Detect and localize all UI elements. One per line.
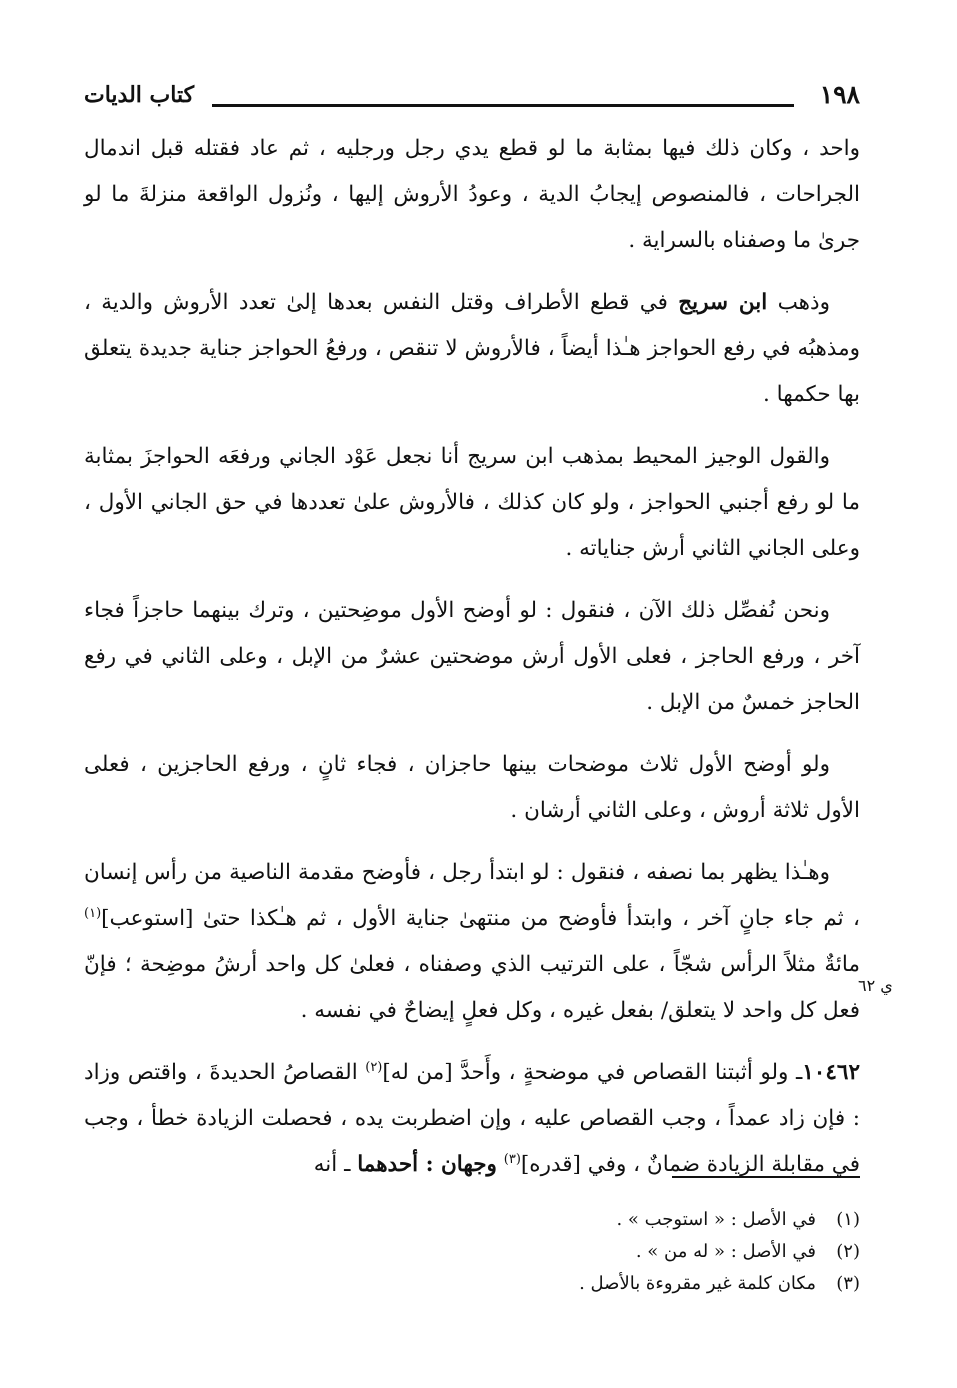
footnote <box>84 1204 860 1236</box>
footnote-ref: (٣) <box>503 1151 521 1167</box>
issue-number: ١٠٤٦٢ <box>802 1060 860 1085</box>
margin-reference: ي ٦٢ <box>858 976 893 995</box>
bold-text: ابن سريج <box>678 290 768 315</box>
footnote-text: في الأصل : « له من » . <box>635 1241 816 1262</box>
bold-text: وجهان : أحدهما <box>357 1152 497 1177</box>
footnote-rule <box>672 1176 860 1178</box>
text-run: في قطع الأطراف وقتل النفس بعدها إلىٰ تعدد الأروش والدية ، ومذهبُه في رفع الحواجز هـٰذا أيضاً ، فالأروش لا تنقص ، ورفعُ الحواجز جناية جديدة يتعلق بها حكمها . <box>84 290 860 407</box>
paragraph <box>84 434 860 572</box>
footnote-mark: (١) <box>836 1209 860 1230</box>
footnote <box>84 1236 860 1268</box>
text-run: ولو أوضح الأول ثلاث موضحات بينها حاجزان ، فجاء ثانٍ ، ورفع الحاجزين ، فعلى الأول ثلاثة أروش ، وعلى الثاني أرشان . <box>84 752 860 823</box>
text-run: وذهب <box>767 290 830 315</box>
paragraph <box>84 126 860 264</box>
page-header <box>84 78 860 118</box>
text-run: والقول الوجيز المحيط بمذهب ابن سريج أنا نجعل عَوْد الجاني ورفعَه الحواجزَ بمثابة ما لو رفع أجنبي الحواجز ، ولو كان كذلك ، فالأروش علىٰ تعددها في حق الجاني الأول ، وعلى الجاني الثاني أرش جناياته . <box>84 444 860 561</box>
paragraph <box>84 588 860 726</box>
footnote-ref: (٢) <box>365 1059 383 1075</box>
footnote-text: مكان كلمة غير مقروءة بالأصل . <box>579 1273 816 1294</box>
header-rule <box>212 104 794 107</box>
paragraph <box>84 742 860 834</box>
paragraph <box>84 1050 860 1188</box>
footnote-mark: (٢) <box>836 1241 860 1262</box>
main-text <box>84 126 860 1204</box>
text-run: واحد ، وكان ذلك فيها بمثابة ما لو قطع يدي رجل ورجليه ، ثم عاد فقتله قبل اندمال الجراحات ، فالمنصوص إيجابُ الدية ، وعودُ الأروش إليها ، ونُزول الواقعة منزلةَ ما لو جرىٰ ما وصفناه بالسراية . <box>84 136 860 253</box>
footnote-mark: (٣) <box>836 1273 860 1294</box>
text-run: القصاصُ الحديدةَ ، واقتص وزاد : فإن زاد عمداً ، وجب القصاص عليه ، وإن اضطربت يده ، فحصلت الزيادة خطأ ، وجب في مقابلة الزيادة ضمانٌ ، وفي [قدره] <box>84 1060 860 1177</box>
text-run: وهـٰذا يظهر بما نصفه ، فنقول : لو ابتدأ رجل ، فأوضح مقدمة الناصية من رأس إنسان ، ثم جاء جانٍ آخر ، وابتدأ فأوضح من منتهىٰ جناية الأول ، ثم هـٰكذا حتىٰ [استوعب] <box>84 860 860 931</box>
footnotes <box>84 1204 860 1300</box>
page-number: ١٩٨ <box>819 80 860 109</box>
text-run: ونحن نُفصِّل ذلك الآن ، فنقول : لو أوضح الأول موضِحتين ، وترك بينهما حاجزاً فجاء آخر ، ورفع الحاجز ، فعلى الأول أرش موضحتين عشرٌ من الإبل ، وعلى الثاني في رفع الحاجز خمسٌ من الإبل . <box>84 598 860 715</box>
footnote-ref: (١) <box>84 905 102 921</box>
text-run: ـ ولو أثبتنا القصاص في موضحةٍ ، وأَحدَّ [من له] <box>382 1060 803 1085</box>
text-run <box>497 1152 504 1177</box>
running-title: كتاب الديات <box>84 82 195 108</box>
footnote <box>84 1268 860 1300</box>
paragraph <box>84 850 860 1034</box>
text-run: ـ أنه <box>313 1152 358 1177</box>
paragraph <box>84 280 860 418</box>
text-run: مائةٌ مثلاً الرأس شجّاً ، على الترتيب الذي وصفناه ، فعلىٰ كل واحد أرشُ موضِحة ؛ فإنّ فعل كل واحد لا يتعلق/ بفعل غيره ، وكل فعلٍ إيضاحٌ في نفسه . <box>84 952 860 1023</box>
footnote-text: في الأصل : « استوجب » . <box>616 1209 816 1230</box>
